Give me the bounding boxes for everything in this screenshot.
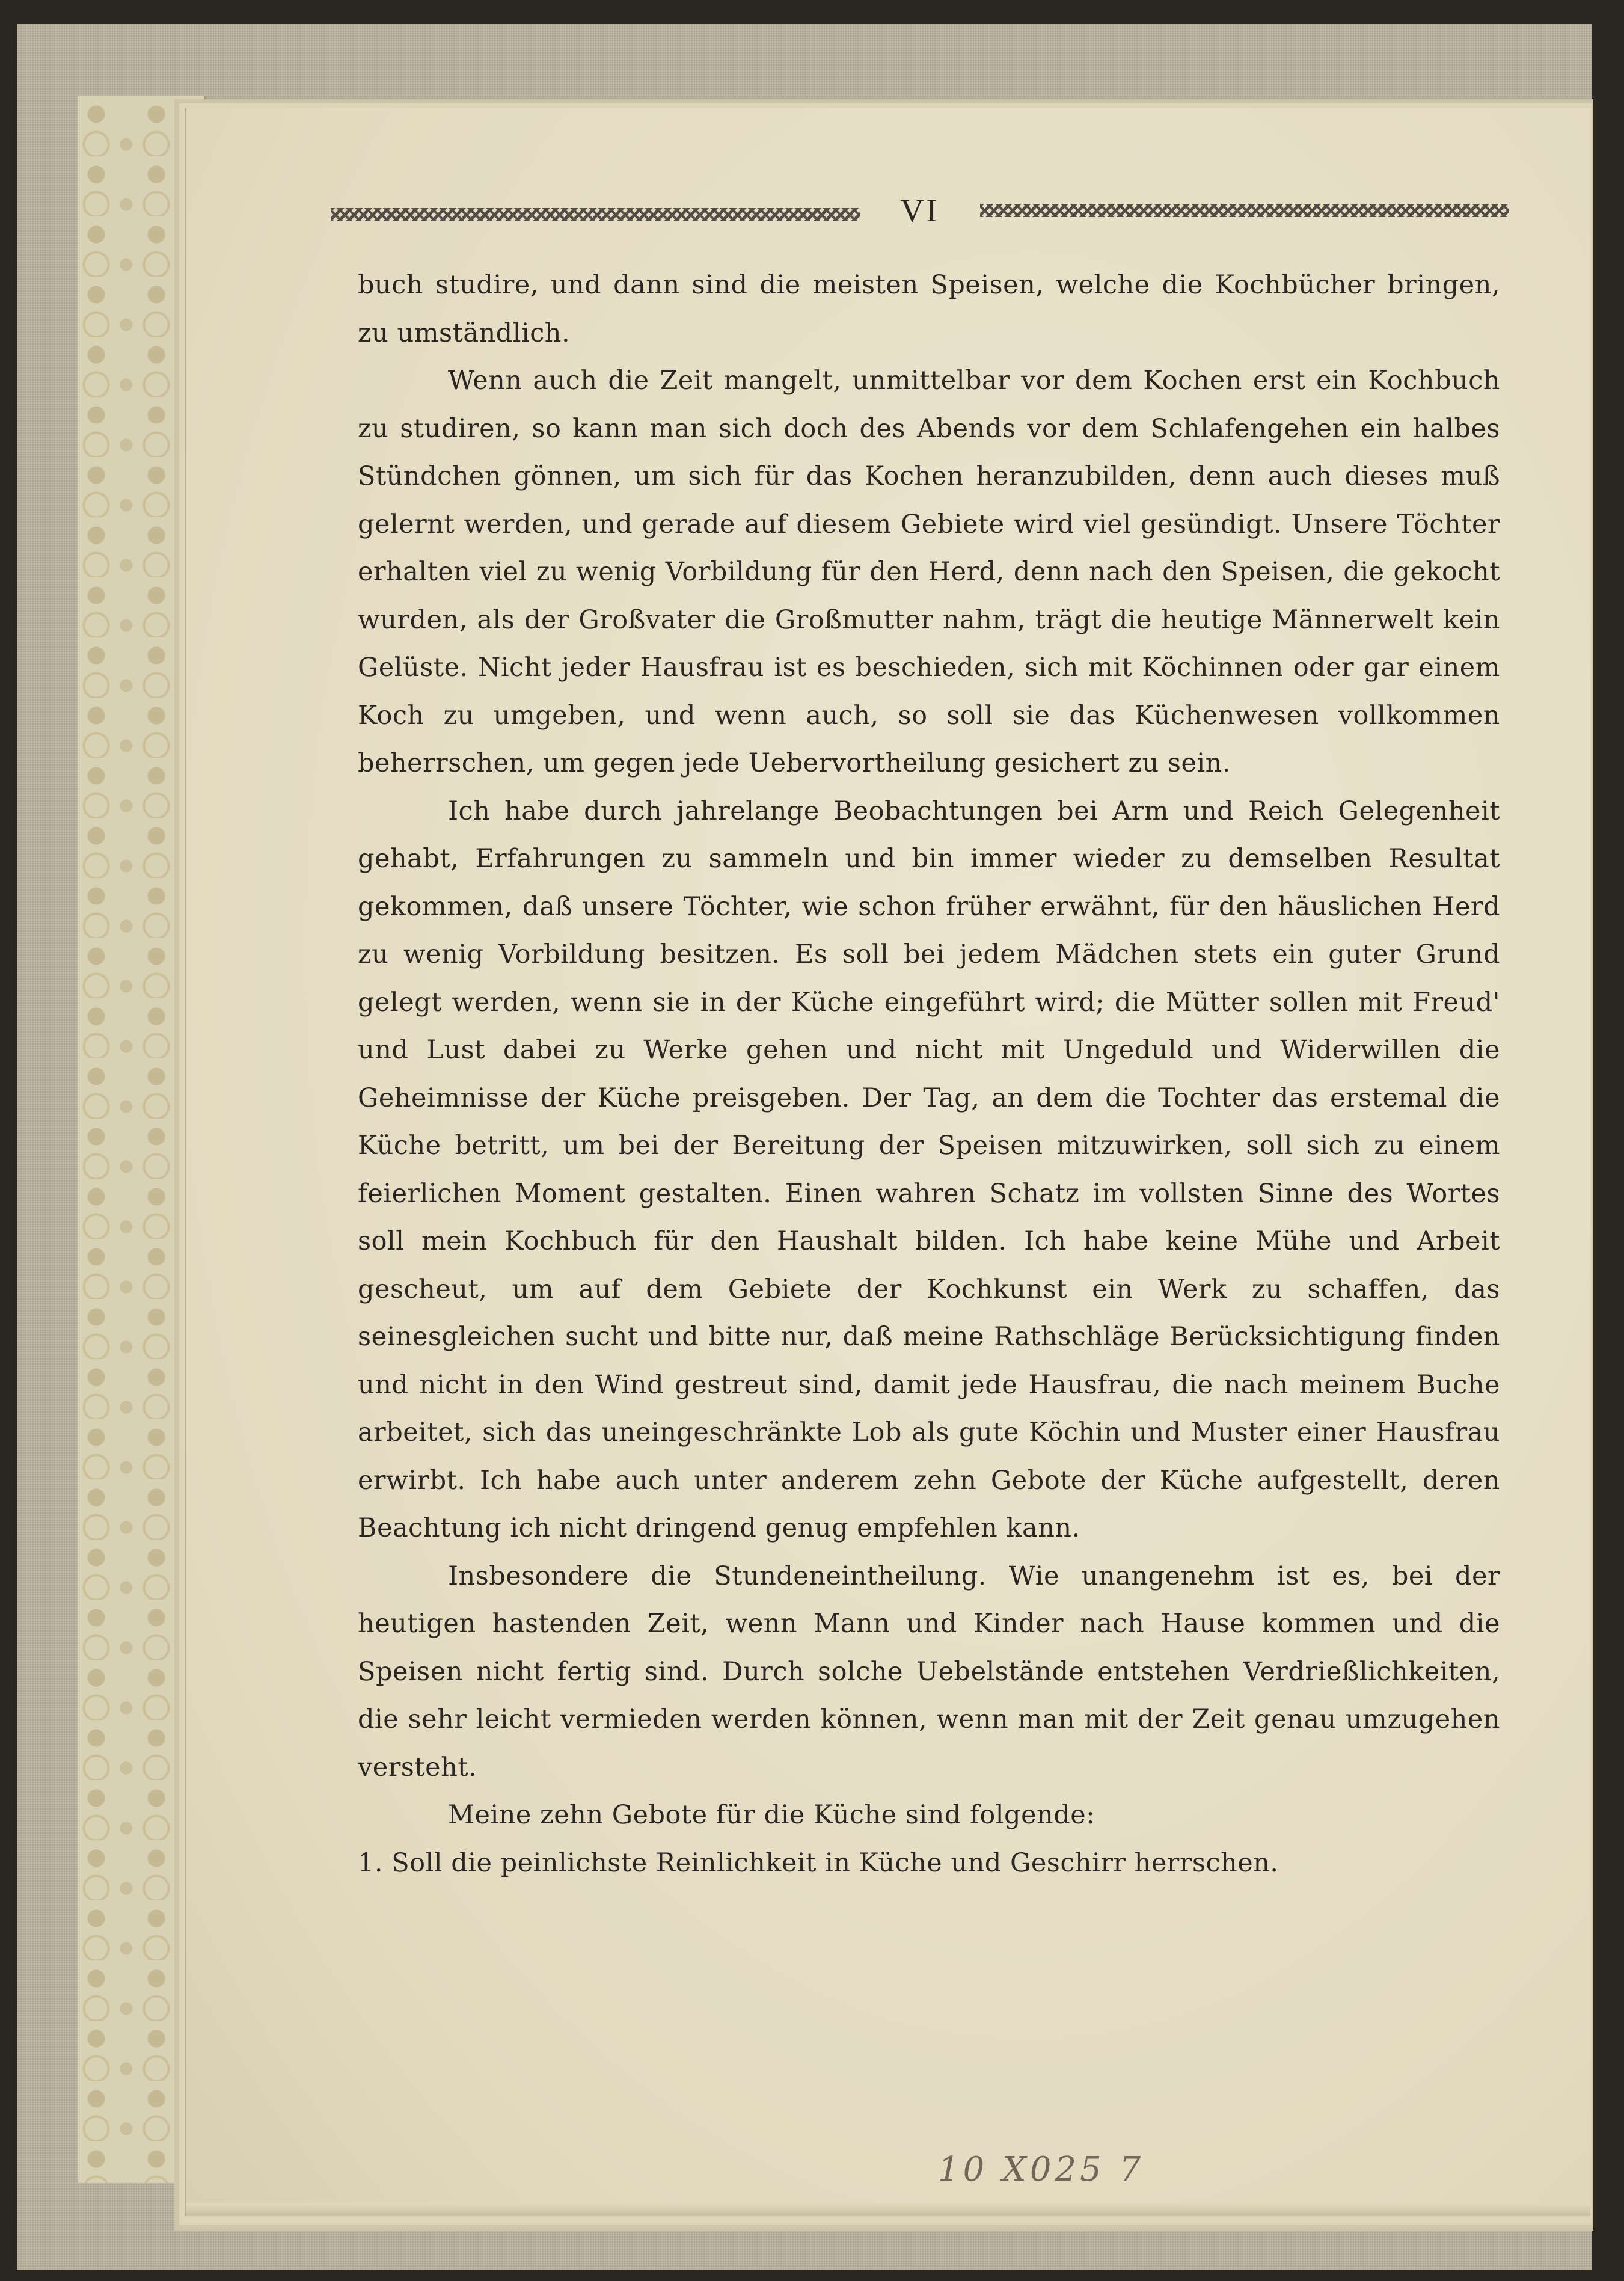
- paragraph: Insbesondere die Stundeneintheilung. Wie unangenehm ist es, bei der heutigen hastenden Zeit, wenn Mann und Kinder nach Hause kommen und die Speisen nicht fertig sind. Durch solche Uebelstände entstehen Verdrießlichkeiten, die sehr leicht vermieden werden können, wenn man mit der Zeit genau umzugehen versteht.: [358, 1561, 1500, 1782]
- page-bottom-edge: [186, 2203, 1590, 2216]
- handwritten-note: 10 X025 7: [938, 2150, 1145, 2189]
- paragraph: Wenn auch die Zeit mangelt, unmittelbar vor dem Kochen erst ein Kochbuch zu studiren, so kann man sich doch des Abends vor dem Schlafengehen ein halbes Stündchen gönnen, um sich für das Kochen heranzubilden, denn auch dieses muß gelernt werden, und gerade auf diesem Gebiete wird viel gesündigt. Unsere Töchter erhalten viel zu wenig Vorbildung für den Herd, denn nach den Speisen, die gekocht wurden, als der Großvater die Großmutter nahm, trägt die heutige Männerwelt kein Gelüste. Nicht jeder Hausfrau ist es beschieden, sich mit Köchinnen oder gar einem Koch zu umgeben, und wenn auch, so soll sie das Küchenwesen vollkommen beherrschen, um gegen jede Uebervortheilung gesichert zu sein.: [358, 366, 1500, 778]
- page-header: [331, 183, 1509, 238]
- ornament-right-icon: [980, 204, 1509, 217]
- ornament-left-icon: [331, 208, 860, 221]
- page-number: VI: [900, 192, 940, 229]
- book-page: [186, 108, 1590, 2216]
- list-item: 1. Soll die peinlichste Reinlichkeit in Küche und Geschirr herrschen.: [358, 1847, 1279, 1878]
- paragraph: Ich habe durch jahrelange Beobachtungen bei Arm und Reich Gelegenheit gehabt, Erfahrungen zu sammeln und bin immer wieder zu demselben Resultat gekommen, daß unsere Töchter, wie schon früher erwähnt, für den häuslichen Herd zu wenig Vorbildung besitzen. Es soll bei jedem Mädchen stets ein guter Grund gelegt werden, wenn sie in der Küche eingeführt wird; die Mütter sollen mit Freud' und Lust dabei zu Werke gehen und nicht mit Ungeduld und Widerwillen die Geheimnisse der Küche preisgeben. Der Tag, an dem die Tochter das erstemal die Küche betritt, um bei der Bereitung der Speisen mitzuwirken, soll sich zu einem feierlichen Moment gestalten. Einen wahren Schatz im vollsten Sinne des Wortes soll mein Kochbuch für den Haushalt bilden. Ich habe keine Mühe und Arbeit gescheut, um auf dem Gebiete der Kochkunst ein Werk zu schaffen, das seinesgleichen sucht und bitte nur, daß meine Rathschläge Berücksichtigung finden und nicht in den Wind gestreut sind, damit jede Hausfrau, die nach meinem Buche arbeitet, sich das uneingeschränkte Lob als gute Köchin und Muster einer Hausfrau erwirbt. Ich habe auch unter anderem zehn Gebote der Küche aufgestellt, deren Beachtung ich nicht dringend genug empfehlen kann.: [358, 796, 1500, 1543]
- paragraph: Meine zehn Gebote für die Küche sind folgende:: [448, 1800, 1095, 1830]
- body-text: [358, 262, 1500, 1887]
- paragraph: buch studire, und dann sind die meisten Speisen, welche die Kochbücher bringen, zu umständlich.: [358, 270, 1500, 348]
